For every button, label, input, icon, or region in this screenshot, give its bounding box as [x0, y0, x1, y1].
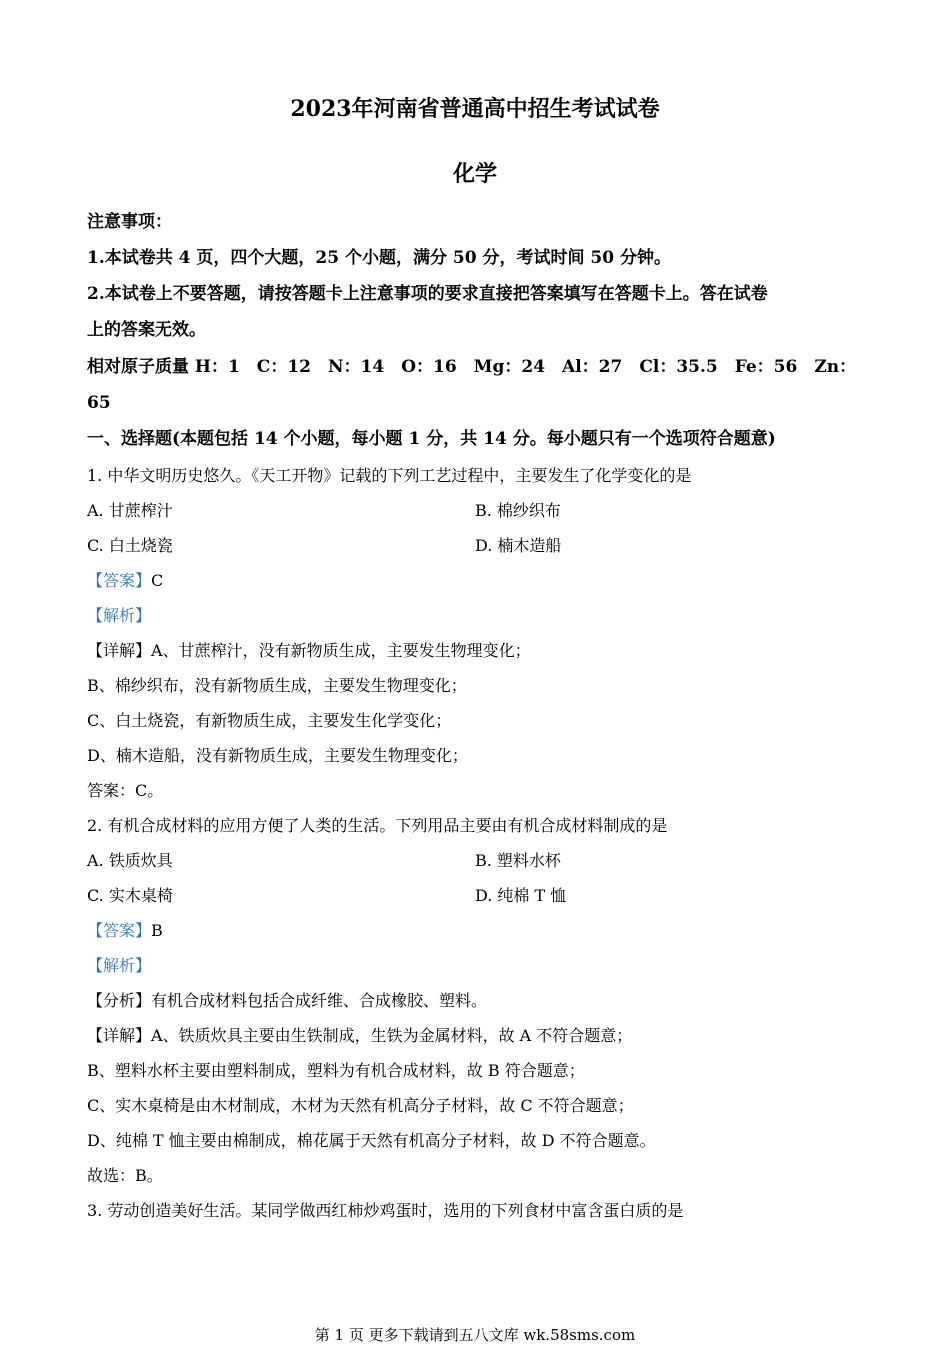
q1-option-d: D. 楠木造船	[475, 536, 562, 555]
q1-analysis-tag: 【解析】	[87, 606, 152, 625]
q2-answer-tag: 【答案】	[87, 921, 152, 940]
page-footer: 第 1 页 更多下载请到五八文库 wk.58sms.com	[314, 1326, 636, 1344]
notice-item-2-line1: 2.本试卷上不要答题，请按答题卡上注意事项的要求直接把答案填写在答题卡上。答在试卷	[87, 284, 768, 304]
q2-detail-b: B、塑料水杯主要由塑料制成，塑料为有机合成材料，故 B 符合题意；	[87, 1061, 585, 1080]
q1-option-a: A. 甘蔗榨汁	[87, 501, 173, 520]
q1-stem: 1. 中华文明历史悠久。《天工开物》记载的下列工艺过程中，主要发生了化学变化的是	[87, 466, 692, 485]
q2-option-c: C. 实木桌椅	[87, 886, 173, 905]
atomic-mass-line2: 65	[87, 393, 111, 413]
q1-detail-a	[87, 641, 531, 661]
notice-item-2-line2: 上的答案无效。	[87, 320, 206, 340]
notice-item-1: 1.本试卷共 4 页，四个大题，25 个小题，满分 50 分，考试时间 50 分钟。	[87, 248, 671, 268]
q2-fenxi	[87, 991, 487, 1011]
q1-answer	[87, 571, 163, 591]
q1-conclusion: 答案：C。	[87, 781, 164, 800]
q2-option-d: D. 纯棉 T 恤	[475, 886, 567, 905]
section-1-heading: 一、选择题(本题包括 14 个小题，每小题 1 分，共 14 分。每小题只有一个选项符合题意)	[87, 429, 776, 449]
q2-answer-value: B	[151, 921, 163, 940]
q2-stem: 2. 有机合成材料的应用方便了人类的生活。下列用品主要由有机合成材料制成的是	[87, 816, 668, 835]
q2-conclusion: 故选：B。	[87, 1166, 163, 1185]
q2-option-a: A. 铁质炊具	[87, 851, 173, 870]
notice-heading: 注意事项：	[87, 212, 172, 232]
q1-option-c: C. 白土烧瓷	[87, 536, 173, 555]
q2-option-b: B. 塑料水杯	[475, 851, 561, 870]
q1-option-b: B. 棉纱织布	[475, 501, 561, 520]
q2-analysis-tag: 【解析】	[87, 956, 152, 975]
q1-detail-c: C、白土烧瓷，有新物质生成，主要发生化学变化；	[87, 711, 452, 730]
q2-detail-c: C、实木桌椅是由木材制成，木材为天然有机高分子材料，故 C 不符合题意；	[87, 1096, 634, 1115]
q1-detail-a-text: A、甘蔗榨汁，没有新物质生成，主要发生物理变化；	[151, 641, 531, 660]
atomic-mass-line1: 相对原子质量 H：1 C：12 N：14 O：16 Mg：24 Al：27 Cl：35.5 Fe：56 Zn：	[87, 357, 857, 377]
q1-detail-d: D、楠木造船，没有新物质生成，主要发生物理变化；	[87, 746, 468, 765]
q1-detail-b: B、棉纱织布，没有新物质生成，主要发生物理变化；	[87, 676, 467, 695]
exam-title: 2023年河南省普通高中招生考试试卷	[290, 96, 660, 122]
q2-detail-d: D、纯棉 T 恤主要由棉制成，棉花属于天然有机高分子材料，故 D 不符合题意。	[87, 1131, 656, 1150]
q1-detail-tag: 【详解】	[87, 641, 152, 660]
q3-stem: 3. 劳动创造美好生活。某同学做西红柿炒鸡蛋时，选用的下列食材中富含蛋白质的是	[87, 1201, 684, 1220]
q1-answer-tag: 【答案】	[87, 571, 152, 590]
q2-detail-tag: 【详解】	[87, 1026, 152, 1045]
q2-detail-a-text: A、铁质炊具主要由生铁制成，生铁为金属材料，故 A 不符合题意；	[151, 1026, 633, 1045]
q2-detail-a	[87, 1026, 632, 1046]
subject-title: 化学	[452, 161, 497, 187]
q1-answer-value: C	[151, 571, 164, 590]
q2-answer	[87, 921, 163, 941]
q2-fenxi-text: 有机合成材料包括合成纤维、合成橡胶、塑料。	[151, 991, 488, 1010]
q2-fenxi-tag: 【分析】	[87, 991, 152, 1010]
